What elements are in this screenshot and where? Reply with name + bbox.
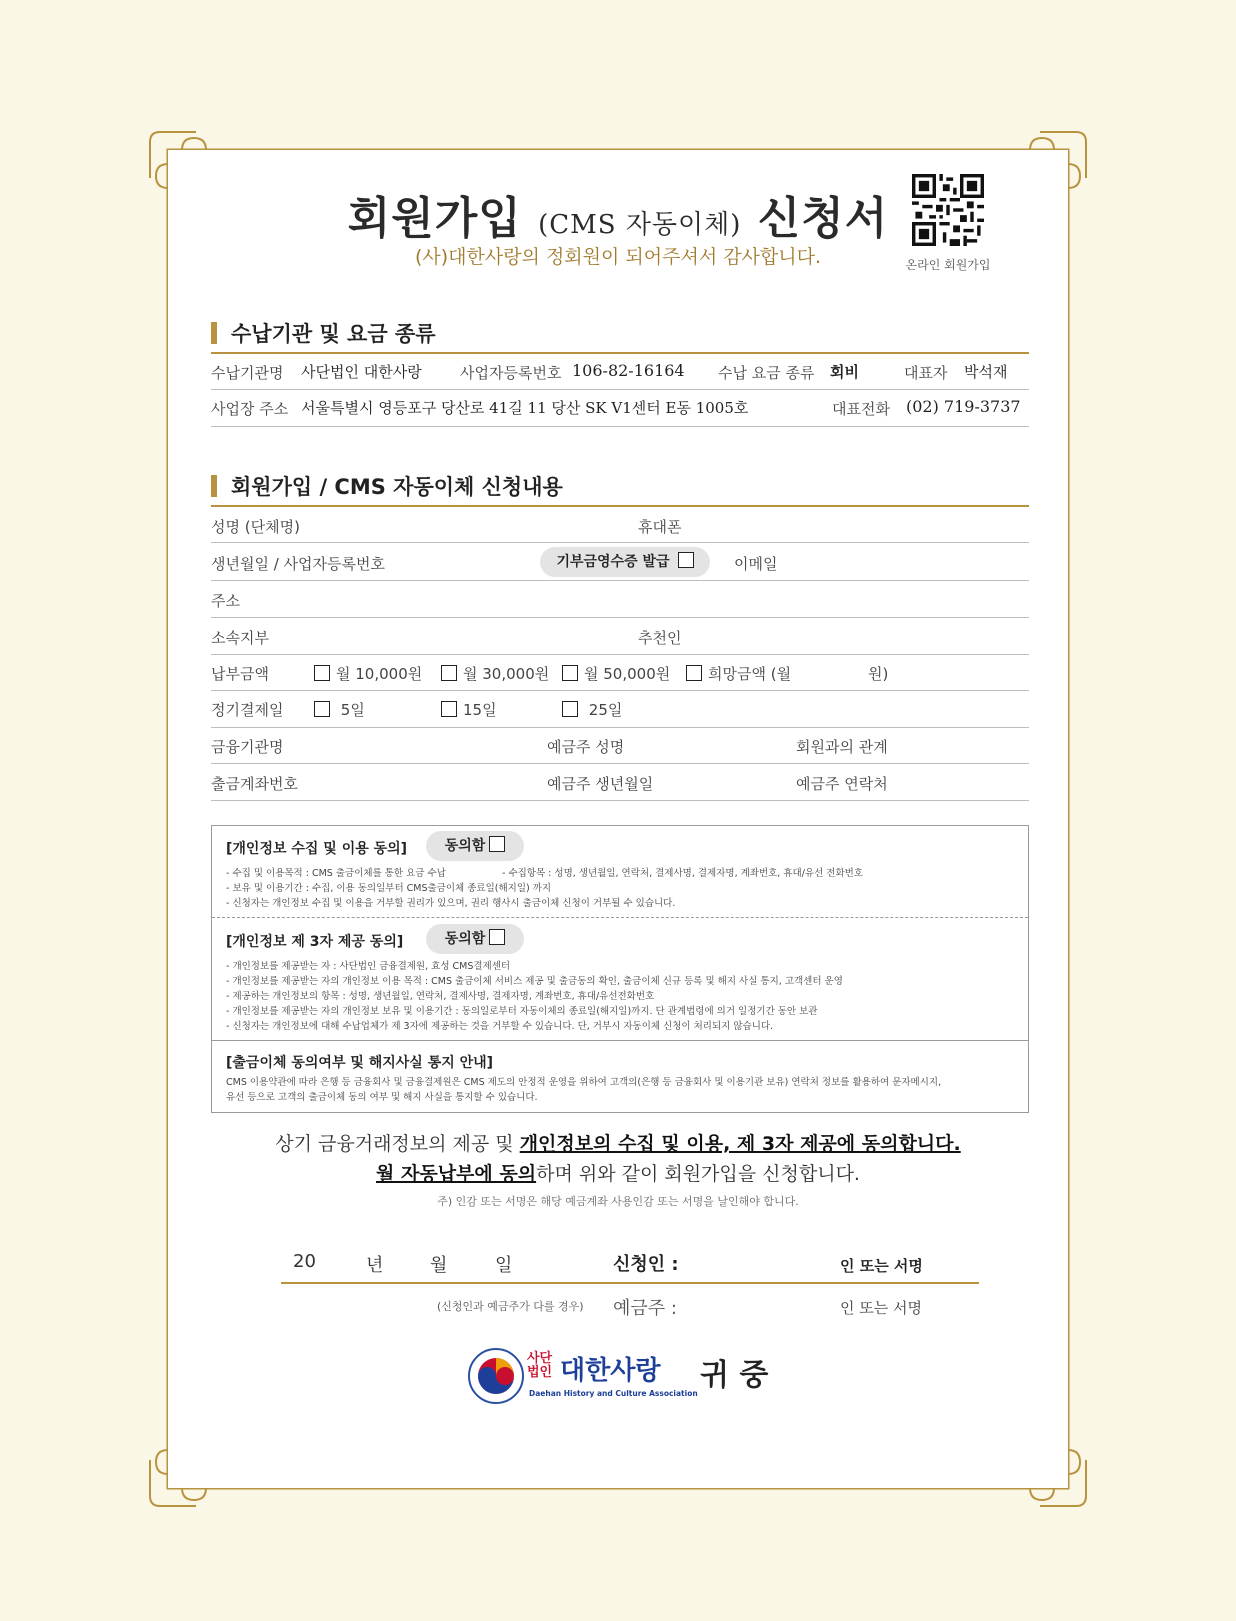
checkbox[interactable] [441, 701, 457, 717]
consent-thirdparty-checkbox[interactable] [489, 929, 505, 945]
biz-number-value: 106-82-16164 [572, 361, 685, 380]
notice-line: 유선 등으로 고객의 출금이체 동의 여부 및 해지 사실을 통지할 수 있습니다. [226, 1092, 538, 1103]
email-label: 이메일 [734, 555, 778, 573]
consent-line: - 신청자는 개인정보에 대해 수납업체가 제 3자에 제공하는 것을 거부할 수 있습니다. 단, 거부시 자동이체 신청이 처리되지 않습니다. [226, 1021, 774, 1032]
row-divider [211, 727, 1029, 728]
org-name: 대한사랑 [560, 1356, 661, 1386]
qr-code-icon[interactable] [912, 174, 984, 246]
checkbox[interactable] [441, 665, 457, 681]
amount-option-custom[interactable]: 희망금액 (월 [686, 663, 791, 684]
heading-bar [211, 322, 217, 344]
birth-label: 생년월일 / 사업자등록번호 [211, 555, 385, 573]
different-holder-note: (신청인과 예금주가 다를 경우) [437, 1300, 584, 1313]
consent-thirdparty-title: [개인정보 제 3자 제공 동의] [226, 934, 404, 950]
holder-name-label: 예금주 성명 [547, 738, 625, 756]
referrer-label: 추천인 [638, 629, 682, 647]
branch-label: 소속지부 [211, 629, 269, 647]
holder-birth-label: 예금주 생년월일 [547, 775, 654, 793]
holder-contact-label: 예금주 연락처 [796, 775, 888, 793]
row-divider [211, 800, 1029, 801]
amount-option-50000[interactable]: 월 50,000원 [562, 663, 670, 684]
relation-label: 회원과의 관계 [796, 738, 888, 756]
consent-line: - 신청자는 개인정보 수집 및 이용을 거부할 권리가 있으며, 권리 행사시 출금이체 신청이 거부될 수 있습니다. [226, 898, 676, 909]
row-divider [211, 389, 1029, 390]
heading-bar [211, 475, 217, 497]
section-heading-billing: 수납기관 및 요금 종류 [211, 318, 436, 348]
org-emblem-icon [468, 1348, 524, 1404]
checkbox[interactable] [686, 665, 702, 681]
fee-type-value: 회비 [830, 363, 859, 381]
agreement-line-2: 월 자동납부에 동의하며 위와 같이 회원가입을 신청합니다. [376, 1163, 860, 1185]
row-divider [211, 426, 1029, 427]
consent-line: - 수집항목 : 성명, 생년월일, 연락처, 결제사명, 결제자명, 계좌번호, 휴대/유선 전화번호 [502, 868, 863, 879]
payday-option-15[interactable]: 15일 [441, 699, 497, 720]
row-divider [211, 654, 1029, 655]
row-divider [211, 617, 1029, 618]
amount-option-30000[interactable]: 월 30,000원 [441, 663, 549, 684]
address-label: 사업장 주소 [211, 400, 289, 418]
account-label: 출금계좌번호 [211, 775, 298, 793]
consent-thirdparty-pill[interactable]: 동의함 [426, 924, 524, 954]
consent-collection-checkbox[interactable] [489, 836, 505, 852]
row-divider [211, 580, 1029, 581]
consent-line: - 제공하는 개인정보의 항목 : 성명, 생년월일, 연락처, 결제사명, 결제자명, 계좌번호, 휴대/유선전화번호 [226, 991, 655, 1002]
page-title: 회원가입 (CMS 자동이체) 신청서 [347, 193, 889, 244]
tax-receipt-pill[interactable]: 기부금영수증 발급 [540, 547, 710, 577]
checkbox[interactable] [314, 701, 330, 717]
honorific: 귀 중 [700, 1358, 769, 1393]
payday-label: 정기결제일 [211, 701, 284, 719]
consent-collection-title: [개인정보 수집 및 이용 동의] [226, 841, 408, 857]
biz-number-label: 사업자등록번호 [460, 364, 562, 382]
representative-value: 박석재 [964, 363, 1008, 381]
box-divider [212, 1040, 1028, 1041]
section-heading-application: 회원가입 / CMS 자동이체 신청내용 [211, 471, 563, 501]
checkbox[interactable] [314, 665, 330, 681]
dashed-divider [212, 917, 1028, 918]
tax-receipt-checkbox[interactable] [678, 552, 694, 568]
consent-line: - 개인정보를 제공받는 자 : 사단법인 금융결제원, 효성 CMS결제센터 [226, 961, 511, 972]
consent-line: - 보유 및 이용기간 : 수집, 이용 동의일부터 CMS출금이체 종료일(해지일) 까지 [226, 883, 552, 894]
seal-note: 주) 인감 또는 서명은 해당 예금계좌 사용인감 또는 서명을 날인해야 합니다. [437, 1195, 799, 1208]
name-label: 성명 (단체명) [211, 518, 300, 536]
page-subtitle: (사)대한사랑의 정회원이 되어주셔서 감사합니다. [414, 246, 822, 268]
qr-label: 온라인 회원가입 [905, 258, 991, 272]
row-divider [211, 542, 1029, 543]
consent-line: - 개인정보를 제공받는 자의 개인정보 이용 목적 : CMS 출금이체 서비스 제공 및 출금동의 확인, 출금이체 신규 등록 및 해지 사실 통지, 고객센터 운영 [226, 976, 843, 987]
section-divider [211, 352, 1029, 354]
section-divider [211, 505, 1029, 507]
home-address-label: 주소 [211, 592, 240, 610]
fee-type-label: 수납 요금 종류 [718, 364, 815, 382]
consent-collection-pill[interactable]: 동의함 [426, 831, 524, 861]
address-value: 서울특별시 영등포구 당산로 41길 11 당산 SK V1센터 E동 1005호 [301, 399, 749, 417]
date-year: 20 [293, 1251, 316, 1272]
amount-label: 납부금액 [211, 665, 269, 683]
date-month-unit: 월 [430, 1255, 448, 1276]
org-name-label: 수납기관명 [211, 364, 284, 382]
phone-label: 대표전화 [832, 400, 890, 418]
representative-label: 대표자 [904, 364, 948, 382]
checkbox[interactable] [562, 665, 578, 681]
org-name-value: 사단법인 대한사랑 [301, 363, 422, 381]
date-day-unit: 일 [495, 1255, 513, 1276]
checkbox[interactable] [562, 701, 578, 717]
row-divider [211, 690, 1029, 691]
date-year-unit: 년 [366, 1255, 384, 1276]
holder-sign-label: 예금주 : [613, 1298, 677, 1319]
amount-custom-suffix: 원) [868, 665, 889, 683]
applicant-label: 신청인 : [613, 1254, 679, 1275]
withdrawal-notice-title: [출금이체 동의여부 및 해지사실 통지 안내] [226, 1055, 494, 1071]
form-paper [168, 150, 1068, 1488]
amount-option-10000[interactable]: 월 10,000원 [314, 663, 422, 684]
org-english-name: Daehan History and Culture Association [529, 1389, 698, 1398]
consent-line: - 개인정보를 제공받는 자의 개인정보 보유 및 이용기간 : 동의일로부터 자동이체의 종료일(해지일)까지. 단 관계법령에 의거 일정기간 동안 보관 [226, 1006, 818, 1017]
signature-line [281, 1282, 979, 1284]
payday-option-25[interactable]: 25일 [562, 699, 622, 720]
org-prefix: 사단 법인 [527, 1351, 553, 1380]
bank-label: 금융기관명 [211, 738, 284, 756]
row-divider [211, 763, 1029, 764]
agreement-line-1: 상기 금융거래정보의 제공 및 개인정보의 수집 및 이용, 제 3자 제공에 동의합니다. [275, 1133, 961, 1155]
holder-seal[interactable]: 인 또는 서명 [840, 1299, 922, 1317]
mobile-label: 휴대폰 [638, 518, 682, 536]
payday-option-5[interactable]: 5일 [314, 699, 365, 720]
applicant-seal[interactable]: 인 또는 서명 [840, 1257, 923, 1275]
consent-line: - 수집 및 이용목적 : CMS 출금이체를 통한 요금 수납 [226, 868, 446, 879]
notice-line: CMS 이용약관에 따라 은행 등 금융회사 및 금융결제원은 CMS 제도의 안정적 운영을 위하여 고객의(은행 등 금융회사 및 이용기관 보유) 연락처 정보를 활용하여 문자메시지, [226, 1077, 942, 1088]
phone-value: (02) 719-3737 [906, 397, 1021, 416]
